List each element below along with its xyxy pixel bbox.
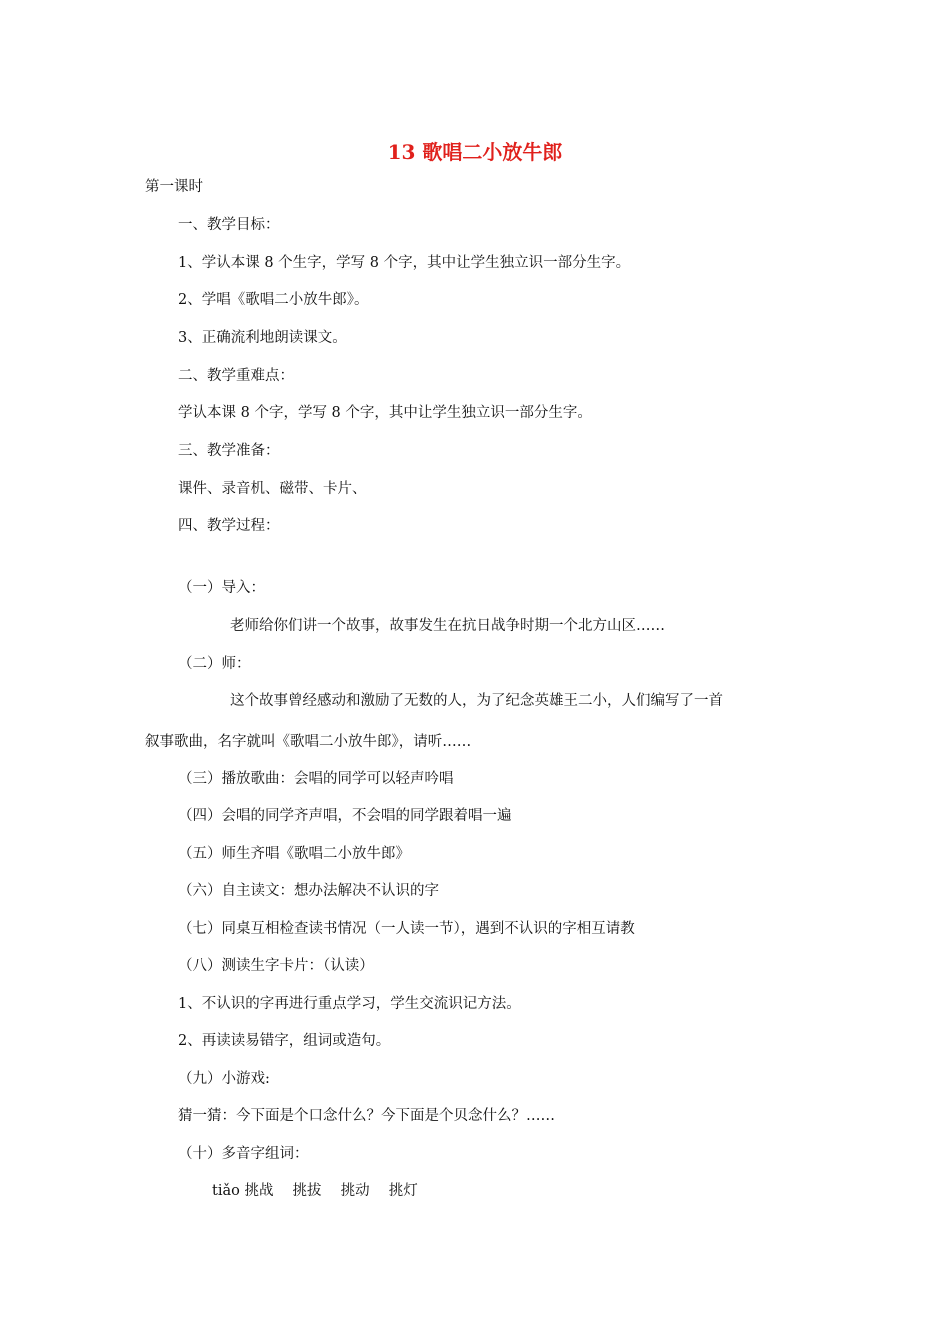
- step-heading: （六）自主读文：想办法解决不认识的字: [178, 883, 439, 899]
- section-heading: 三、教学准备：: [178, 443, 280, 459]
- text-line: 这个故事曾经感动和激励了无数的人，为了纪念英雄王二小，人们编写了一首: [230, 693, 723, 709]
- text-line: 1、学认本课 8 个生字，学写 8 个字，其中让学生独立识一部分生字。: [178, 255, 631, 271]
- step-heading: （一）导入：: [178, 580, 265, 596]
- text-line: 学认本课 8 个字，学写 8 个字，其中让学生独立识一部分生字。: [178, 405, 592, 421]
- text-line: 老师给你们讲一个故事，故事发生在抗日战争时期一个北方山区……: [230, 618, 665, 634]
- step-heading: （八）测读生字卡片：（认读）: [178, 958, 374, 974]
- step-heading: （四）会唱的同学齐声唱，不会唱的同学跟着唱一遍: [178, 808, 512, 824]
- text-line: 1、不认识的字再进行重点学习，学生交流识记方法。: [178, 996, 521, 1012]
- page-title: 13 歌唱二小放牛郎: [387, 140, 563, 164]
- text-line: 课件、录音机、磁带、卡片、: [178, 481, 367, 497]
- section-heading: 四、教学过程：: [178, 518, 280, 534]
- lesson-period: 第一课时: [145, 179, 203, 195]
- text-line: 3、正确流利地朗读课文。: [178, 330, 347, 346]
- step-heading: （九）小游戏:: [178, 1071, 270, 1087]
- step-heading: （七）同桌互相检查读书情况（一人读一节），遇到不认识的字相互请教: [178, 921, 635, 937]
- text-line: 2、学唱《歌唱二小放牛郎》。: [178, 292, 369, 308]
- text-line: 叙事歌曲，名字就叫《歌唱二小放牛郎》，请听……: [145, 734, 472, 750]
- step-heading: （五）师生齐唱《歌唱二小放牛郎》: [178, 846, 410, 862]
- text-line: tiǎo 挑战 挑拔 挑动 挑灯: [212, 1183, 418, 1199]
- step-heading: （十）多音字组词：: [178, 1146, 309, 1162]
- text-line: 猜一猜：今下面是个口念什么？今下面是个贝念什么？……: [178, 1108, 555, 1124]
- text-line: 2、再读读易错字，组词或造句。: [178, 1033, 391, 1049]
- step-heading: （三）播放歌曲：会唱的同学可以轻声吟唱: [178, 771, 454, 787]
- section-heading: 二、教学重难点：: [178, 368, 294, 384]
- section-heading: 一、教学目标：: [178, 217, 280, 233]
- step-heading: （二）师：: [178, 656, 251, 672]
